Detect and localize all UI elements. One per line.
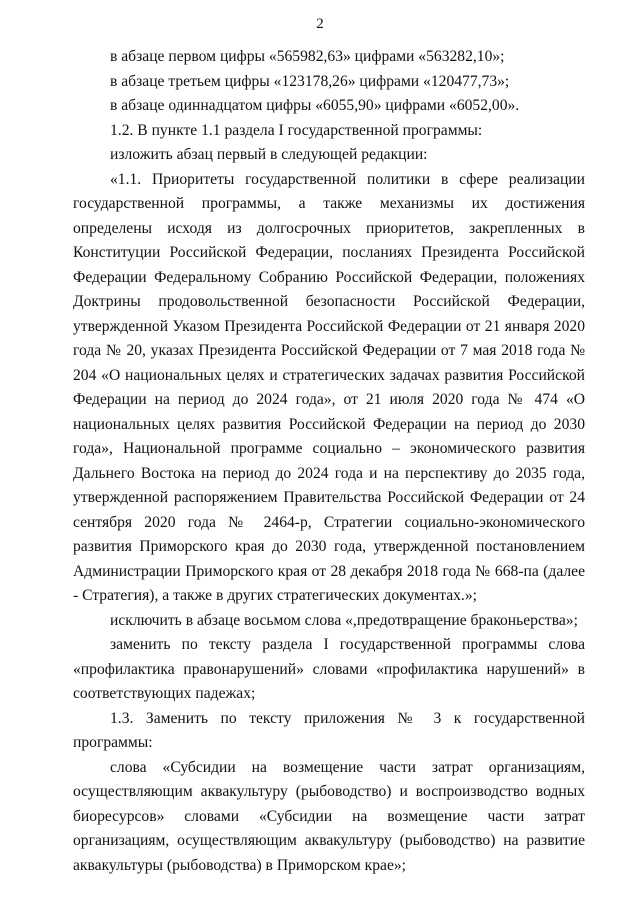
page-number: 2	[316, 16, 324, 32]
replace-words-paragraph: заменить по тексту раздела I государственной программы слова «профилактика правонарушений» словами «профилактика нарушений» в соответствующих падежах;	[73, 636, 585, 702]
section-heading-1-2: 1.2. В пункте 1.1 раздела I государственной программы:	[110, 121, 483, 139]
subsidy-words-paragraph: слова «Субсидии на возмещение части затрат организациям, осуществляющим аквакультуру (рыбоводство) и воспроизводство водных биоресурсов» словами «Субсидии на возмещение части затрат организациям, осуществляющим аквакультуру (рыбоводство) на развитие аквакультуры (рыбоводства) в Приморском крае»;	[73, 758, 585, 874]
amendment-paragraph-2: в абзаце третьем цифры «123178,26» цифрами «120477,73»;	[110, 72, 510, 90]
exclude-words-paragraph: исключить в абзаце восьмом слова «,предотвращение браконьерства»;	[110, 611, 578, 629]
quoted-new-text-paragraph: «1.1. Приоритеты государственной политики в сфере реализации государственной программы, а также механизмы их достижения определены исходя из долгосрочных приоритетов, закрепленных в Конституции Российской Федерации, посланиях Президента Российской Федерации Федеральному Собранию Российской Федерации, положениях Доктрины продовольственной безопасности Российской Федерации, утвержденной Указом Президента Российской Федерации от 21 января 2020 года № 20, указах Президента Российской Федерации от 7 мая 2018 года № 204 «О национальных целях и стратегических задачах развития Российской Федерации на период до 2024 года», от 21 июля 2020 года № 474 «О национальных целях развития Российской Федерации на период до 2030 года», Национальной программе социально – экономического развития Дальнего Востока на период до 2024 года и на перспективу до 2035 года, утвержденной распоряжением Правительства Российской Федерации от 24 сентября 2020 года № 2464-р, Стратегии социально-экономического развития Приморского края до 2030 года, утвержденной постановлением Администрации Приморского края от 28 декабря 2018 года № 668-па (далее - Стратегия), а также в других стратегических документах.»;	[73, 170, 585, 604]
instruction-paragraph: изложить абзац первый в следующей редакции:	[110, 146, 428, 163]
section-heading-1-3: 1.3. Заменить по тексту приложения № 3 к государственной программы:	[73, 709, 585, 751]
amendment-paragraph-3: в абзаце одиннадцатом цифры «6055,90» цифрами «6052,00».	[110, 97, 520, 114]
amendment-paragraph-1: в абзаце первом цифры «565982,63» цифрами «563282,10»;	[110, 48, 505, 65]
document-body	[73, 45, 585, 878]
